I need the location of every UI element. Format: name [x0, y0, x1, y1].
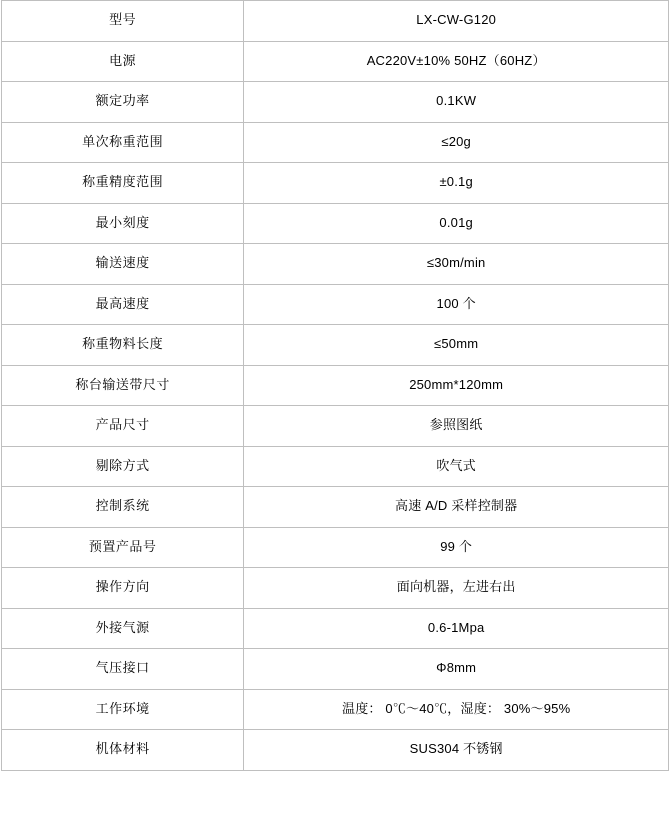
- spec-label: 输送速度: [2, 244, 244, 285]
- spec-label: 型号: [2, 1, 244, 42]
- spec-label: 机体材料: [2, 730, 244, 771]
- spec-value: 100 个: [244, 284, 669, 325]
- spec-label: 称台输送带尺寸: [2, 365, 244, 406]
- table-row: [2, 41, 669, 82]
- spec-value: ≤20g: [244, 122, 669, 163]
- table-row: [2, 1, 669, 42]
- spec-value: 高速 A/D 采样控制器: [244, 487, 669, 528]
- specification-table: [1, 0, 669, 771]
- spec-label: 控制系统: [2, 487, 244, 528]
- spec-label: 外接气源: [2, 608, 244, 649]
- spec-value: AC220V±10% 50HZ（60HZ）: [244, 41, 669, 82]
- table-row: [2, 689, 669, 730]
- table-row: [2, 649, 669, 690]
- table-row: [2, 122, 669, 163]
- spec-value: LX-CW-G120: [244, 1, 669, 42]
- table-row: [2, 284, 669, 325]
- spec-value: 0.1KW: [244, 82, 669, 123]
- spec-label: 最小刻度: [2, 203, 244, 244]
- table-row: [2, 82, 669, 123]
- spec-value: 面向机器，左进右出: [244, 568, 669, 609]
- table-row: [2, 325, 669, 366]
- spec-value: ±0.1g: [244, 163, 669, 204]
- spec-label: 电源: [2, 41, 244, 82]
- table-row: [2, 203, 669, 244]
- spec-label: 产品尺寸: [2, 406, 244, 447]
- spec-label: 预置产品号: [2, 527, 244, 568]
- spec-label: 工作环境: [2, 689, 244, 730]
- spec-label: 操作方向: [2, 568, 244, 609]
- spec-value: 0.01g: [244, 203, 669, 244]
- spec-value: SUS304 不锈钢: [244, 730, 669, 771]
- spec-label: 称重物料长度: [2, 325, 244, 366]
- spec-value: 250mm*120mm: [244, 365, 669, 406]
- table-row: [2, 527, 669, 568]
- specification-table-body: [2, 1, 669, 771]
- spec-value: 0.6-1Mpa: [244, 608, 669, 649]
- spec-value: 吹气式: [244, 446, 669, 487]
- table-row: [2, 365, 669, 406]
- table-row: [2, 406, 669, 447]
- spec-label: 剔除方式: [2, 446, 244, 487]
- table-row: [2, 730, 669, 771]
- spec-value: 温度： 0℃～40℃，湿度： 30%～95%: [244, 689, 669, 730]
- spec-label: 最高速度: [2, 284, 244, 325]
- spec-value: 参照图纸: [244, 406, 669, 447]
- spec-value: Φ8mm: [244, 649, 669, 690]
- table-row: [2, 487, 669, 528]
- spec-label: 气压接口: [2, 649, 244, 690]
- table-row: [2, 568, 669, 609]
- table-row: [2, 163, 669, 204]
- spec-label: 称重精度范围: [2, 163, 244, 204]
- spec-value: ≤30m/min: [244, 244, 669, 285]
- spec-label: 单次称重范围: [2, 122, 244, 163]
- spec-label: 额定功率: [2, 82, 244, 123]
- spec-value: ≤50mm: [244, 325, 669, 366]
- spec-value: 99 个: [244, 527, 669, 568]
- table-row: [2, 608, 669, 649]
- table-row: [2, 446, 669, 487]
- table-row: [2, 244, 669, 285]
